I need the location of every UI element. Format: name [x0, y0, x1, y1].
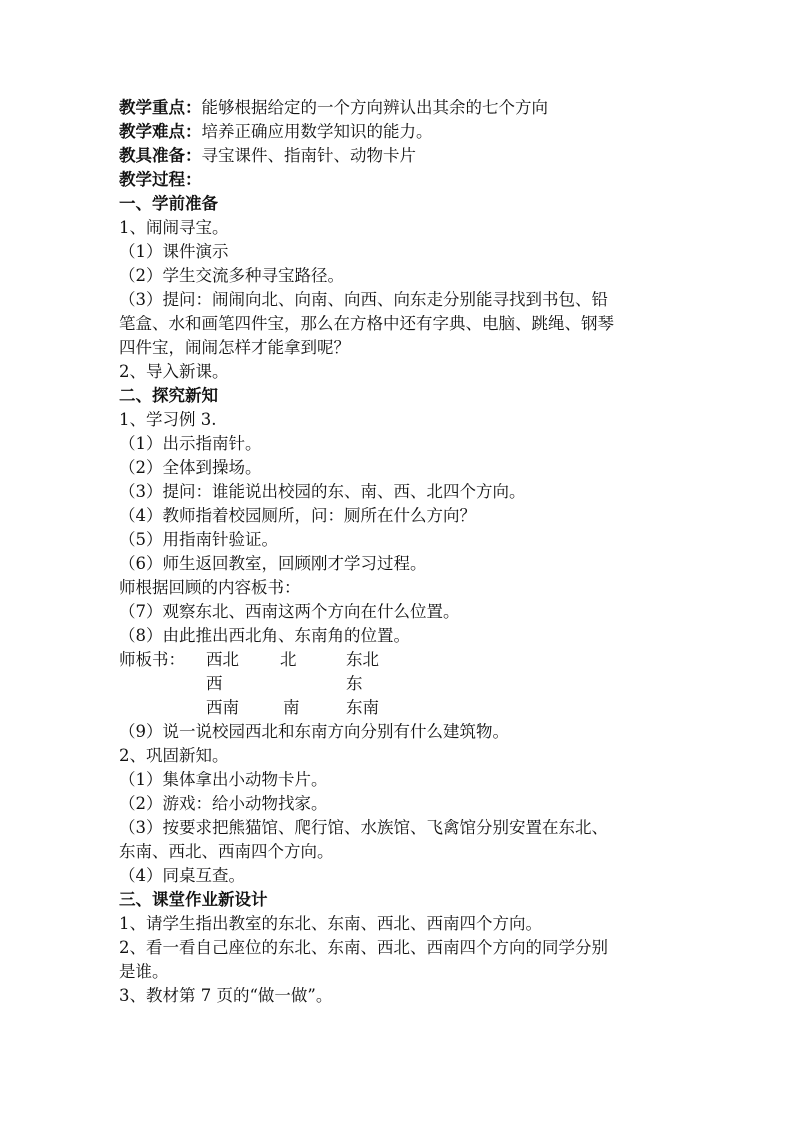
section2-task1: （1）集体拿出小动物卡片。	[119, 770, 328, 789]
section1-step2: （2）学生交流多种寻宝路径。	[119, 266, 344, 285]
section3-item1: 1、请学生指出教室的东北、东南、西北、西南四个方向。	[119, 914, 542, 933]
section2-item2: 2、巩固新知。	[119, 746, 229, 765]
focus-label: 教学重点：	[119, 98, 202, 117]
section3-title: 三、课堂作业新设计	[119, 890, 268, 909]
section2-step7: （7）观察东北、西南这两个方向在什么位置。	[119, 602, 460, 621]
tools-text: 寻宝课件、指南针、动物卡片	[201, 146, 416, 165]
section2-step3: （3）提问：谁能说出校园的东、南、西、北四个方向。	[119, 482, 526, 501]
section3-item2-line2: 是谁。	[119, 962, 169, 981]
section2-step4: （4）教师指着校园厕所，问：厕所在什么方向？	[119, 506, 476, 525]
difficulty-line	[119, 120, 679, 144]
lesson-plan-page	[119, 96, 679, 1008]
section2-title: 二、探究新知	[119, 386, 218, 405]
board-east: 东	[346, 674, 363, 693]
board-west: 西	[206, 674, 223, 693]
board-row-north	[119, 648, 679, 672]
board-row-south	[119, 696, 679, 720]
section3-item2-line1: 2、看一看自己座位的东北、东南、西北、西南四个方向的同学分别	[119, 938, 608, 957]
board-northeast: 东北	[346, 650, 379, 669]
board-south: 南	[283, 698, 300, 717]
tools-label: 教具准备：	[119, 146, 202, 165]
section2-step5: （5）用指南针验证。	[119, 530, 278, 549]
board-label: 师板书：	[119, 650, 185, 669]
board-row-middle	[119, 672, 679, 696]
section2-step2: （2）全体到操场。	[119, 458, 262, 477]
section1-item2: 2、导入新课。	[119, 362, 229, 381]
section2-step8: （8）由此推出西北角、东南角的位置。	[119, 626, 410, 645]
section2-review: 师根据回顾的内容板书：	[119, 578, 301, 597]
focus-text: 能够根据给定的一个方向辨认出其余的七个方向	[201, 98, 548, 117]
section1-step3-line3: 四件宝，闹闹怎样才能拿到呢？	[119, 338, 350, 357]
section2-task3-line1: （3）按要求把熊猫馆、爬行馆、水族馆、飞禽馆分别安置在东北、	[119, 818, 608, 837]
section2-task2: （2）游戏：给小动物找家。	[119, 794, 328, 813]
tools-line	[119, 144, 679, 168]
section2-step1: （1）出示指南针。	[119, 434, 262, 453]
board-southwest: 西南	[206, 698, 239, 717]
section2-step9: （9）说一说校园西北和东南方向分别有什么建筑物。	[119, 722, 509, 741]
section2-task3-line2: 东南、西北、西南四个方向。	[119, 842, 334, 861]
board-southeast: 东南	[346, 698, 379, 717]
board-north: 北	[280, 650, 297, 669]
section2-task4: （4）同桌互查。	[119, 866, 245, 885]
section3-item3: 3、教材第 7 页的“做一做”。	[119, 986, 333, 1005]
section1-item1: 1、闹闹寻宝。	[119, 218, 229, 237]
section1-step3-line1: （3）提问：闹闹向北、向南、向西、向东走分别能寻找到书包、铅	[119, 290, 608, 309]
section2-item1: 1、学习例 3.	[119, 410, 217, 429]
difficulty-text: 培养正确应用数学知识的能力。	[201, 122, 433, 141]
section1-title: 一、学前准备	[119, 194, 218, 213]
section2-step6: （6）师生返回教室，回顾刚才学习过程。	[119, 554, 427, 573]
board-northwest: 西北	[206, 650, 239, 669]
difficulty-label: 教学难点：	[119, 122, 202, 141]
process-heading: 教学过程：	[119, 170, 202, 189]
section1-step1: （1）课件演示	[119, 242, 229, 261]
section1-step3-line2: 笔盒、水和画笔四件宝，那么在方格中还有字典、电脑、跳绳、钢琴	[119, 314, 614, 333]
focus-line	[119, 96, 679, 120]
